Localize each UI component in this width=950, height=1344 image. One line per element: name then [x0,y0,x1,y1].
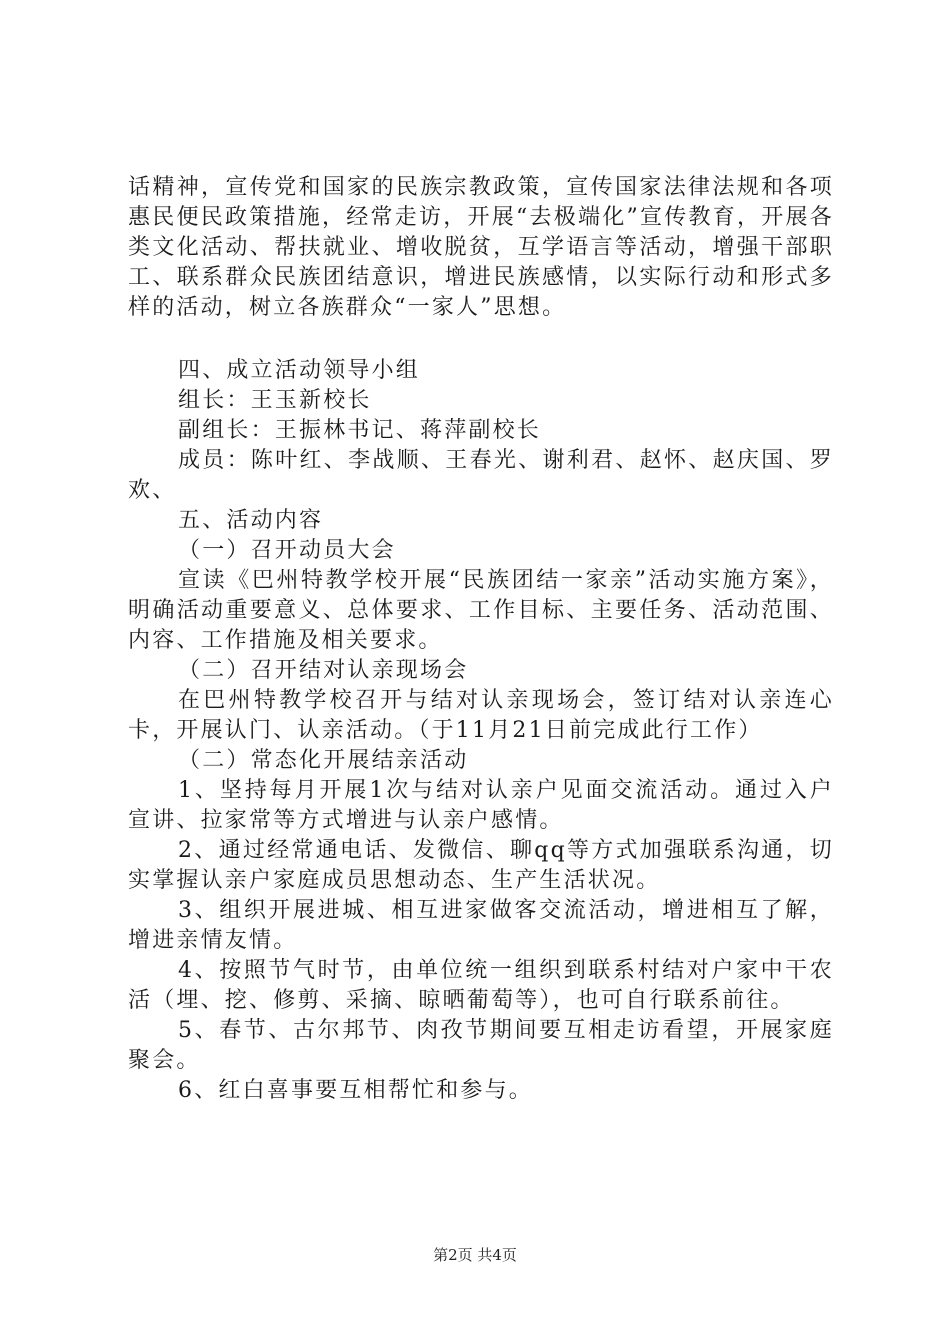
paragraph-pairing-meeting: 在巴州特教学校召开与结对认亲现场会，签订结对认亲连心卡，开展认门、认亲活动。（于11月21日前完成此行工作） [128,688,834,743]
members-line: 成员：陈叶红、李战顺、王春光、谢利君、赵怀、赵庆国、罗欢、 [128,448,834,503]
subheading-regular-activities: （二）常态化开展结亲活动 [178,748,469,773]
paragraph-gap [128,323,834,356]
list-item-3: 3、组织开展进城、相互进家做客交流活动，增进相互了解，增进亲情友情。 [128,898,834,953]
paragraph-mobilization-meeting: 宣读《巴州特教学校开展“民族团结一家亲”活动实施方案》，明确活动重要意义、总体要求、工作目标、主要任务、活动范围、内容、工作措施及相关要求。 [128,568,834,653]
subheading-pairing-meeting: （二）召开结对认亲现场会 [178,658,469,683]
list-item-6: 6、红白喜事要互相帮忙和参与。 [178,1078,533,1103]
group-leader-line: 组长：王玉新校长 [178,388,372,413]
section-heading-activity-content: 五、活动内容 [178,508,324,533]
list-item-2: 2、通过经常通电话、发微信、聊qq等方式加强联系沟通，切实掌握认亲户家庭成员思想动态、生产生活状况。 [128,838,834,893]
document-body [128,173,834,1106]
deputy-leader-line: 副组长：王振林书记、蒋萍副校长 [178,418,542,443]
list-item-1: 1、坚持每月开展1次与结对认亲户见面交流活动。通过入户宣讲、拉家常等方式增进与认亲户感情。 [128,778,834,833]
list-item-5: 5、春节、古尔邦节、肉孜节期间要互相走访看望，开展家庭聚会。 [128,1018,834,1073]
section-heading-leadership-group: 四、成立活动领导小组 [178,358,421,383]
subheading-mobilization-meeting: （一）召开动员大会 [178,538,396,563]
paragraph-propaganda: 话精神，宣传党和国家的民族宗教政策，宣传国家法律法规和各项惠民便民政策措施，经常走访，开展“去极端化”宣传教育，开展各类文化活动、帮扶就业、增收脱贫，互学语言等活动，增强干部职工、联系群众民族团结意识，增进民族感情，以实际行动和形式多样的活动，树立各族群众“一家人”思想。 [128,175,834,320]
list-item-4: 4、按照节气时节，由单位统一组织到联系村结对户家中干农活（埋、挖、修剪、采摘、晾晒葡萄等），也可自行联系前往。 [128,958,834,1013]
page-number-footer: 第2页 共4页 [433,1246,517,1264]
